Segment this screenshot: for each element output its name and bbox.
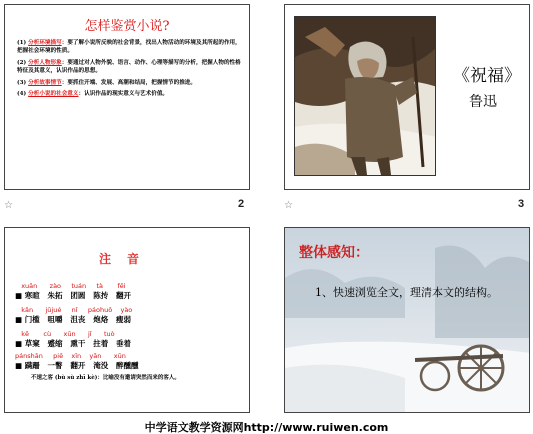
list-item (17, 59, 241, 76)
item-text: ：要抓住开端、发展、高潮和结局，把握情节的推进。 (61, 79, 196, 86)
hanzi-line: ■ 寒暄 朱拓 团圆 陈抟 翻开 (15, 291, 132, 300)
slide-title: 怎样鉴赏小说? (84, 19, 170, 34)
item-prefix: (2) (17, 59, 27, 66)
slide-number: 3 (518, 198, 525, 210)
hanzi-line: ■ 蹒跚 一瞥 翻开 淹没 醉醺醺 (15, 361, 139, 370)
item-text: ：要通过对人物外貌、语言、动作、心理等描写的分析，把握人物的性格特征及其意义，认识作品的思想。 (17, 59, 241, 75)
hanzi-line: ■ 草窠 蹙缩 熏干 拄着 垂着 (15, 339, 132, 348)
item-prefix: (3) (17, 79, 27, 86)
slide-thumbnail-5[interactable] (284, 227, 530, 413)
pinyin-line: pánshān piē xīn yān xūn (15, 352, 126, 360)
slide-thumbnail-2[interactable] (4, 4, 250, 190)
list-item (17, 79, 241, 87)
pinyin-row (15, 282, 245, 301)
item-prefix: (4) (17, 91, 27, 98)
author-name: 鲁迅 (469, 94, 497, 110)
slide-thumbnail-4[interactable] (4, 227, 250, 413)
hanzi-line: ■ 门槛 咀嚼 沮丧 炮烙 瘦弱 (15, 315, 132, 324)
star-icon: ☆ (284, 200, 293, 211)
star-icon: ☆ (4, 200, 13, 211)
pinyin-line: xuān zào tuán tà fēi (15, 282, 126, 290)
pinyin-line: kē cù xūn jǐ tuò (15, 330, 115, 338)
item-text: ：认识作品的现实意义与艺术价值。 (78, 91, 169, 98)
slide-thumbnail-3[interactable] (284, 4, 530, 190)
item-prefix: (1) (17, 40, 27, 46)
footer-text: 中学语文教学资源网http://www.ruiwen.com (144, 421, 389, 434)
item-head: 分析人物形象 (28, 59, 62, 66)
list-item (17, 90, 241, 98)
pinyin-row (15, 306, 245, 325)
item-head: 分析故事情节 (28, 79, 62, 86)
slide-title: 《祝福》 (453, 66, 521, 86)
footnote: 不速之客 (bù sù zhī kè)：比喻没有邀请突然而来的客人。 (31, 375, 180, 381)
pinyin-row (15, 352, 245, 371)
pinyin-line: kǎn jūjué nǐ páohuō yào (15, 306, 133, 314)
slide-number: 2 (238, 198, 245, 210)
list-item (17, 39, 241, 56)
slide-title: 注音 (98, 252, 155, 266)
item-head: 分析环境描写 (28, 40, 62, 46)
slide-body (17, 39, 241, 101)
item-text: ：要了解小说所反映的社会背景，找出人物活动的环境及其所起的作用，把握社会环境的性质。 (17, 40, 241, 55)
illustration-image (294, 16, 436, 176)
slide-title: 整体感知： (299, 245, 369, 261)
item-head: 分析小说的社会意义 (28, 91, 79, 98)
pinyin-row (15, 330, 245, 349)
slide-body: 1、快速浏览全文，理清本文的结构。 (315, 286, 498, 299)
